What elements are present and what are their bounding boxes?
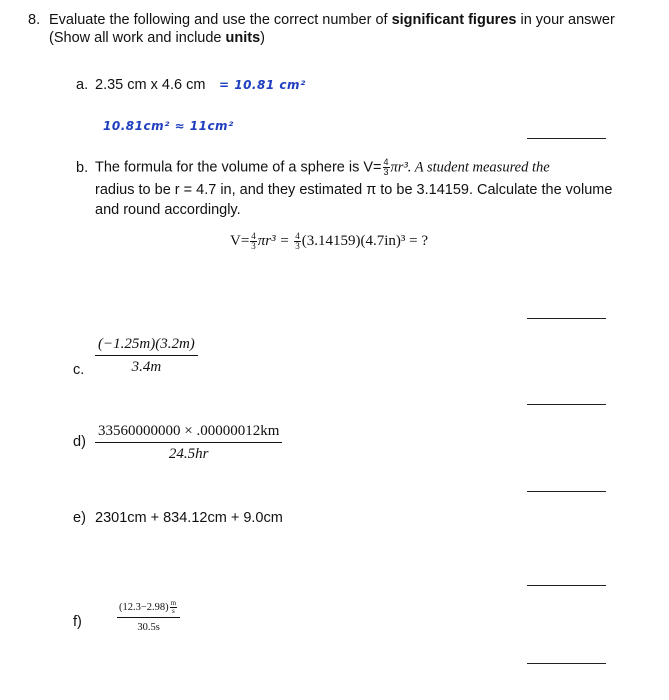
part-c-denominator: 3.4m	[131, 359, 162, 375]
keyword-units: units	[225, 30, 261, 46]
part-b-line3: and round accordingly.	[95, 202, 241, 218]
part-f-numerator: (12.3−2.98) $\frac{m}{s}$	[117, 600, 180, 618]
part-b-label: b.	[76, 160, 89, 176]
question-number: 8.	[28, 12, 41, 28]
part-c-numerator: (−1.25m)(3.2m)	[95, 336, 198, 356]
unit-meters-per-second: $\frac{m}{s}$	[170, 599, 177, 615]
part-a-handwritten-rounded: 10.81cm² ≈ 11cm²	[103, 119, 234, 133]
fraction-four-thirds: $\frac{4}{3}$	[383, 157, 389, 177]
part-f-label: f)	[73, 614, 82, 630]
keyword-significant-figures: significant figures	[391, 12, 517, 28]
fraction-four-thirds: $\frac{4}{3}$	[295, 231, 300, 251]
part-c-label: c.	[73, 362, 85, 378]
answer-blank-d[interactable]	[527, 491, 606, 492]
part-a-expression: 2.35 cm x 4.6 cm	[95, 77, 206, 93]
part-d-numerator: 33560000000 × .00000012km	[95, 423, 282, 443]
part-f-denominator: 30.5s	[137, 622, 160, 633]
part-d-denominator: 24.5hr	[168, 446, 209, 462]
answer-blank-c[interactable]	[527, 404, 606, 405]
answer-blank-a[interactable]	[527, 138, 606, 139]
fraction-four-thirds: $\frac{4}{3}$	[251, 231, 256, 251]
part-b-line2: radius to be r = 4.7 in, and they estimated π to be 3.14159. Calculate the volume	[95, 182, 613, 198]
answer-blank-f[interactable]	[527, 663, 606, 664]
part-a-label: a.	[76, 77, 89, 93]
part-a-handwritten-result: = 10.81 cm²	[219, 78, 306, 92]
part-f-fraction	[117, 600, 180, 633]
part-d-label: d)	[73, 434, 86, 450]
part-d-fraction	[95, 423, 282, 463]
question-instructions: (Show all work and include units)	[49, 30, 265, 46]
part-e-label: e)	[73, 510, 86, 526]
part-b-equation: V= $\frac{4}{3}$ πr³ = $\frac{4}{3}$ (3.14159)(4.7in)³ = ?	[230, 231, 429, 251]
part-c-fraction	[95, 336, 198, 376]
answer-blank-e[interactable]	[527, 585, 606, 586]
answer-blank-b[interactable]	[527, 318, 606, 319]
part-b-line1: The formula for the volume of a sphere is V= $\frac{4}{3}$ πr³. A student measured the	[95, 157, 550, 177]
question-intro: Evaluate the following and use the correct number of significant figures in your answer	[49, 12, 615, 28]
part-e-expression: 2301cm + 834.12cm + 9.0cm	[95, 510, 283, 526]
